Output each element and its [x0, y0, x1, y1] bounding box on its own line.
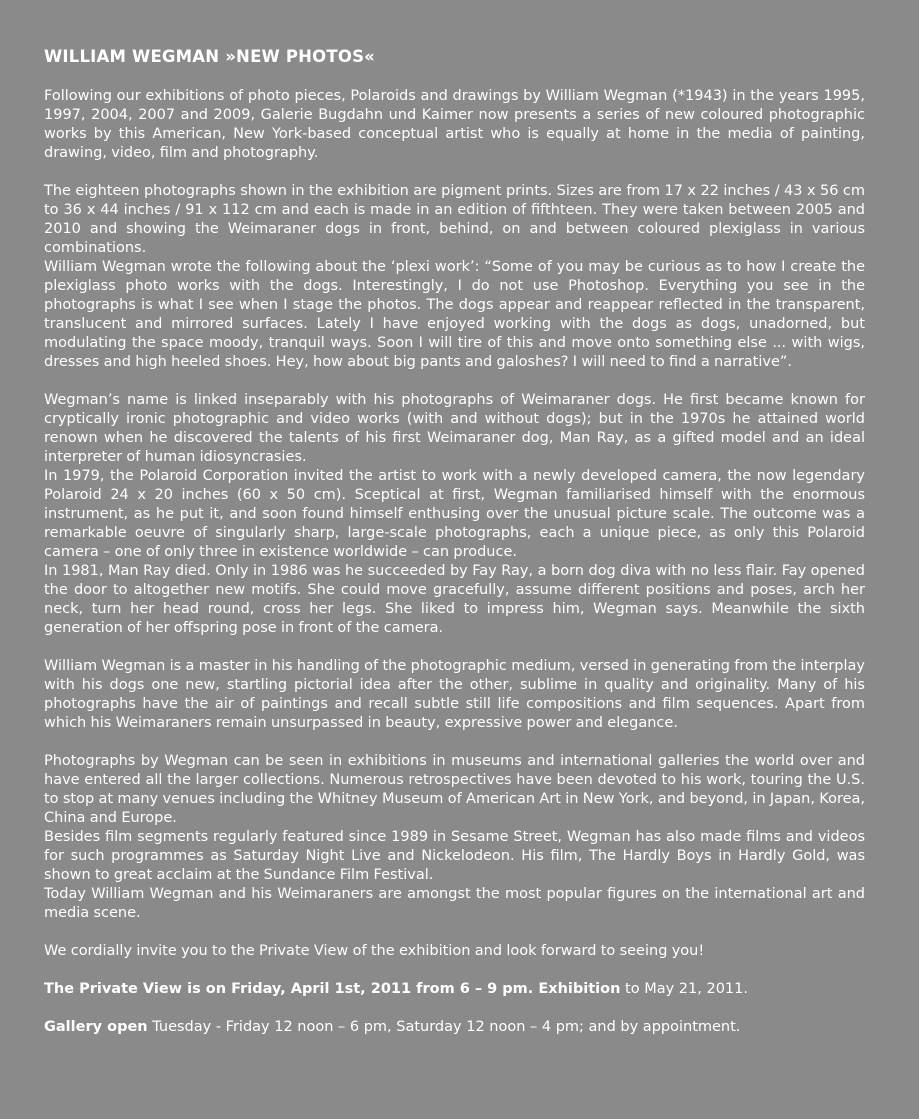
- page-title: WILLIAM WEGMAN »NEW PHOTOS«: [44, 47, 376, 66]
- exhibition-details-paragraph: The eighteen photographs shown in the exhibition are pigment prints. Sizes are from 17 x 22 inches / 43 x 56 cm to 36 x 44 inches / 91 x 112 cm and each is made in an edition of fifthteen. They were taken between 2005 and 2010 and showing the Weimaraner dogs in front, behind, on and between coloured plexiglass in various combinations.: [44, 183, 865, 256]
- private-view-line: [44, 980, 865, 999]
- invitation-paragraph: We cordially invite you to the Private View of the exhibition and look forward to seeing you!: [44, 943, 705, 959]
- opening-hours-line: [44, 1018, 865, 1037]
- biography-paragraph: Wegman’s name is linked inseparably with his photographs of Weimaraner dogs. He first became known for cryptically ironic photographic and video works (with and without dogs); but in the 1970s he attained world renown when he discovered the talents of his first Weimaraner dog, Man Ray, as a gifted model and an ideal interpreter of human idiosyncrasies.: [44, 392, 865, 465]
- opening-hours-bold: Gallery open: [44, 1019, 148, 1035]
- private-view-bold: The Private View is on Friday, April 1st, 2011 from 6 – 9 pm. Exhibition: [44, 981, 621, 997]
- film-paragraph: Besides film segments regularly featured since 1989 in Sesame Street, Wegman has also made films and videos for such programmes as Saturday Night Live and Nickelodeon. His film, The Hardly Boys in Hardly Gold, was shown to great acclaim at the Sundance Film Festival.: [44, 829, 865, 883]
- popularity-paragraph: Today William Wegman and his Weimaraners are amongst the most popular figures on the international art and media scene.: [44, 886, 865, 921]
- fay-ray-paragraph: In 1981, Man Ray died. Only in 1986 was he succeeded by Fay Ray, a born dog diva with no less flair. Fay opened the door to altogether new motifs. She could move gracefully, assume different positions and poses, arch her neck, turn her head round, cross her legs. She liked to impress him, Wegman says. Meanwhile the sixth generation of her offspring pose in front of the camera.: [44, 563, 865, 636]
- polaroid-paragraph: In 1979, the Polaroid Corporation invited the artist to work with a newly developed camera, the now legendary Polaroid 24 x 20 inches (60 x 50 cm). Sceptical at first, Wegman familiarised himself with the enormous instrument, as he put it, and soon found himself enthusing over the unusual picture scale. The outcome was a remarkable oeuvre of singularly sharp, large-scale photographs, each a unique piece, as only this Polaroid camera – one of only three in existence worldwide – can produce.: [44, 468, 865, 560]
- artist-quote-paragraph: William Wegman wrote the following about the ‘plexi work’: “Some of you may be curious as to how I create the plexiglass photo works with the dogs. Interestingly, I do not use Photoshop. Everything you see in the photographs is what I see when I stage the photos. The dogs appear and reappear reflected in the transparent, translucent and mirrored surfaces. Lately I have enjoyed working with the dogs as dogs, unadorned, but modulating the space moody, tranquil ways. Soon I will tire of this and move onto something else ... with wigs, dresses and high heeled shoes. Hey, how about big pants and galoshes? I will need to find a narrative”.: [44, 259, 865, 370]
- private-view-end: to May 21, 2011.: [620, 981, 748, 997]
- exhibitions-paragraph: Photographs by Wegman can be seen in exhibitions in museums and international galleries the world over and have entered all the larger collections. Numerous retrospectives have been devoted to his work, touring the U.S. to stop at many venues including the Whitney Museum of American Art in New York, and beyond, in Japan, Korea, China and Europe.: [44, 753, 865, 826]
- intro-paragraph: Following our exhibitions of photo pieces, Polaroids and drawings by William Wegman (*1943) in the years 1995, 1997, 2004, 2007 and 2009, Galerie Bugdahn und Kaimer now presents a series of new coloured photographic works by this American, New York-based conceptual artist who is equally at home in the media of painting, drawing, video, film and photography.: [44, 88, 865, 161]
- mastery-paragraph: William Wegman is a master in his handling of the photographic medium, versed in generating from the interplay with his dogs one new, startling pictorial idea after the other, sublime in quality and originality. Many of his photographs have the air of paintings and recall subtle still life compositions and film sequences. Apart from which his Weimaraners remain unsurpassed in beauty, expressive power and elegance.: [44, 658, 865, 731]
- opening-hours-times: Tuesday - Friday 12 noon – 6 pm, Saturday 12 noon – 4 pm; and by appointment.: [147, 1019, 741, 1035]
